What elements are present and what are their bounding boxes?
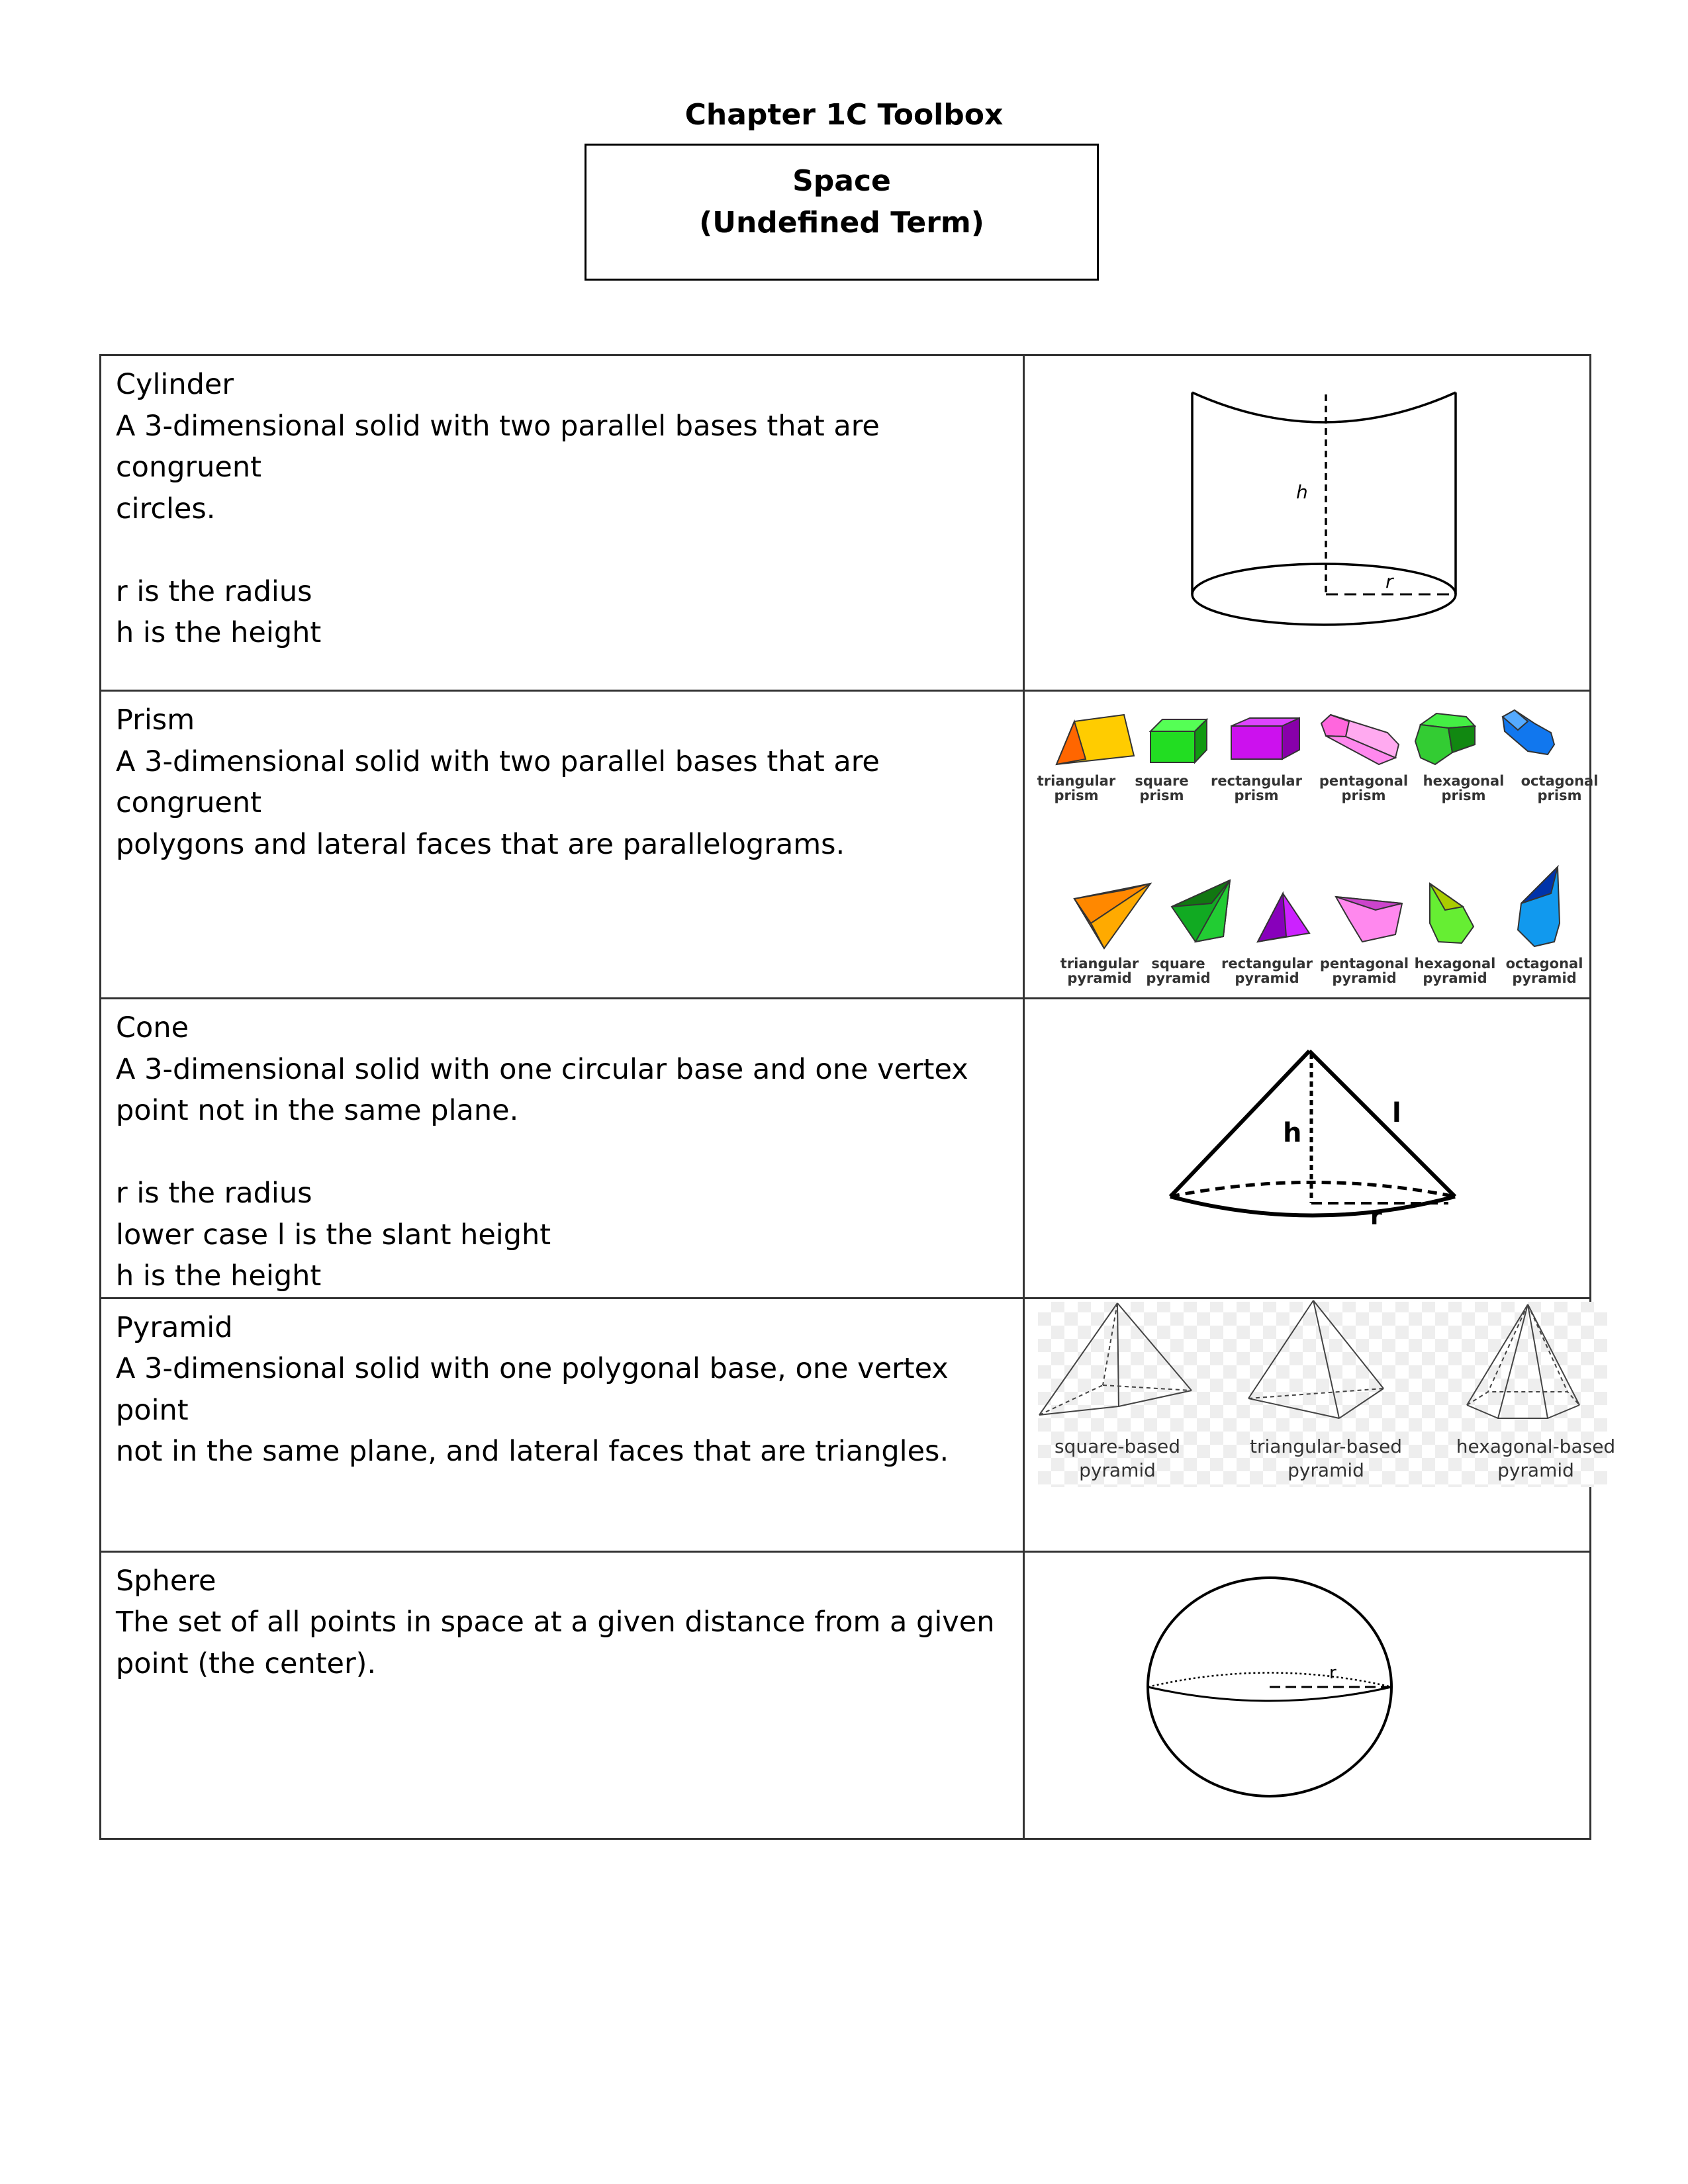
pyramid-figure-label: hexagonal-based (1456, 1435, 1616, 1457)
definition-line: A 3-dimensional solid with two parallel bases that are congruent (116, 745, 880, 819)
space-term-box (585, 144, 1099, 281)
cylinder-figure-cell (1024, 355, 1591, 691)
prisms-and-pyramids-figure (1025, 692, 1620, 995)
pyramid-label: rectangular (1221, 956, 1313, 972)
definition-line: The set of all points in space at a given distance from a given (116, 1606, 995, 1639)
definition-line: not in the same plane, and lateral faces that are triangles. (116, 1435, 949, 1468)
sphere-row (101, 1551, 1591, 1839)
page-title: Chapter 1C Toolbox (684, 98, 1004, 132)
pyramid-label: hexagonal (1414, 956, 1496, 972)
space-term-subtitle: (Undefined Term) (699, 206, 984, 240)
hexagonal-pyramid-icon (1430, 884, 1474, 943)
cylinder-base (1192, 564, 1456, 625)
prism-row (101, 691, 1591, 999)
prism-label: rectangular (1211, 773, 1302, 789)
definition-line: A 3-dimensional solid with one polygonal base, one vertex point (116, 1352, 949, 1427)
prism-figure-cell (1024, 691, 1599, 999)
pyramid-figure-label: square-based (1054, 1435, 1181, 1457)
pyramid-label: pyramid (1146, 970, 1211, 986)
square-prism-icon (1150, 719, 1207, 762)
definition-line: A 3-dimensional solid with two parallel bases that are congruent (116, 409, 880, 484)
prism-label: prism (1054, 788, 1099, 803)
pyramid-label: square (1151, 956, 1205, 972)
cone-h-label: h (1283, 1118, 1302, 1148)
rectangular-pyramid-icon (1258, 893, 1309, 942)
triangular-pyramid-icon (1074, 884, 1150, 948)
term-heading: Cone (116, 1011, 189, 1044)
pentagonal-prism-icon (1321, 715, 1399, 764)
prism-label: prism (1537, 788, 1582, 803)
prism-label: prism (1441, 788, 1486, 803)
definition-line: point not in the same plane. (116, 1094, 519, 1127)
prism-label: triangular (1037, 773, 1116, 789)
definition-line: A 3-dimensional solid with one circular base and one vertex (116, 1052, 968, 1086)
pyramid-label: octagonal (1505, 956, 1583, 972)
definition-line: polygons and lateral faces that are parallelograms. (116, 827, 845, 861)
cylinder-figure (1025, 356, 1620, 687)
pyramid-label: pyramid (1332, 970, 1397, 986)
prism-label: hexagonal (1423, 773, 1505, 789)
pyramid-text-cell (101, 1298, 1024, 1551)
cylinder-text-cell (101, 355, 1024, 691)
space-term-title: Space (792, 164, 891, 198)
sphere-equator-front (1148, 1687, 1391, 1701)
prism-label: pentagonal (1319, 773, 1409, 789)
sphere-text-cell (101, 1551, 1024, 1839)
cylinder-top-arc (1192, 392, 1456, 422)
cone-r-label: r (1370, 1203, 1382, 1230)
pyramid-figure-label: triangular-based (1250, 1435, 1402, 1457)
note-line: h is the height (116, 616, 322, 649)
cone-slant-side (1309, 1051, 1455, 1197)
rectangular-prism-icon (1231, 718, 1299, 759)
toolbox-table (99, 354, 1616, 1840)
prism-label: prism (1234, 788, 1279, 803)
cylinder-h-label: h (1296, 481, 1308, 503)
note-line: h is the height (116, 1259, 322, 1293)
cone-base-front (1170, 1197, 1455, 1216)
octagonal-pyramid-icon (1518, 867, 1560, 946)
square-pyramid-icon (1172, 880, 1230, 942)
cone-row (101, 999, 1591, 1298)
pyramid-figure-label: pyramid (1288, 1459, 1364, 1481)
note-line: r is the radius (116, 574, 312, 608)
term-heading: Pyramid (116, 1310, 233, 1344)
cone-l-label: l (1392, 1098, 1401, 1128)
pyramid-label: pyramid (1512, 970, 1577, 986)
prism-text-cell (101, 691, 1024, 999)
sphere-figure-cell (1024, 1551, 1591, 1839)
term-heading: Prism (116, 704, 195, 737)
prism-label: square (1135, 773, 1189, 789)
prism-label: octagonal (1521, 773, 1599, 789)
prism-label: prism (1139, 788, 1184, 803)
sphere-equator-back (1148, 1672, 1391, 1687)
prism-label: prism (1341, 788, 1386, 803)
definition-line: circles. (116, 492, 216, 525)
cone-text-cell (101, 999, 1024, 1298)
pyramid-figure-label: pyramid (1497, 1459, 1574, 1481)
sphere-figure (1025, 1553, 1620, 1835)
pentagonal-pyramid-icon (1336, 897, 1402, 942)
term-heading: Cylinder (116, 368, 234, 401)
octagonal-prism-icon (1503, 710, 1554, 754)
pyramid-label: pyramid (1235, 970, 1299, 986)
note-line: lower case l is the slant height (116, 1218, 551, 1251)
pyramid-label: pyramid (1423, 970, 1487, 986)
pyramid-figure-label: pyramid (1079, 1459, 1156, 1481)
pyramids-figure (1025, 1299, 1620, 1548)
pyramid-label: pentagonal (1319, 956, 1409, 972)
pyramid-row (101, 1298, 1591, 1551)
sphere-r-label: r (1329, 1662, 1336, 1683)
term-heading: Sphere (116, 1564, 216, 1598)
definition-line: point (the center). (116, 1647, 377, 1680)
pyramid-label: pyramid (1067, 970, 1132, 986)
note-line: r is the radius (116, 1177, 312, 1210)
pyramid-label: triangular (1060, 956, 1139, 972)
cone-figure-cell (1024, 999, 1591, 1298)
triangular-prism-icon (1056, 715, 1134, 764)
cylinder-row (101, 355, 1591, 691)
cylinder-r-label: r (1385, 570, 1393, 592)
cone-figure (1025, 999, 1620, 1291)
hexagonal-prism-icon (1415, 713, 1475, 764)
pyramid-figure-cell (1024, 1298, 1616, 1551)
